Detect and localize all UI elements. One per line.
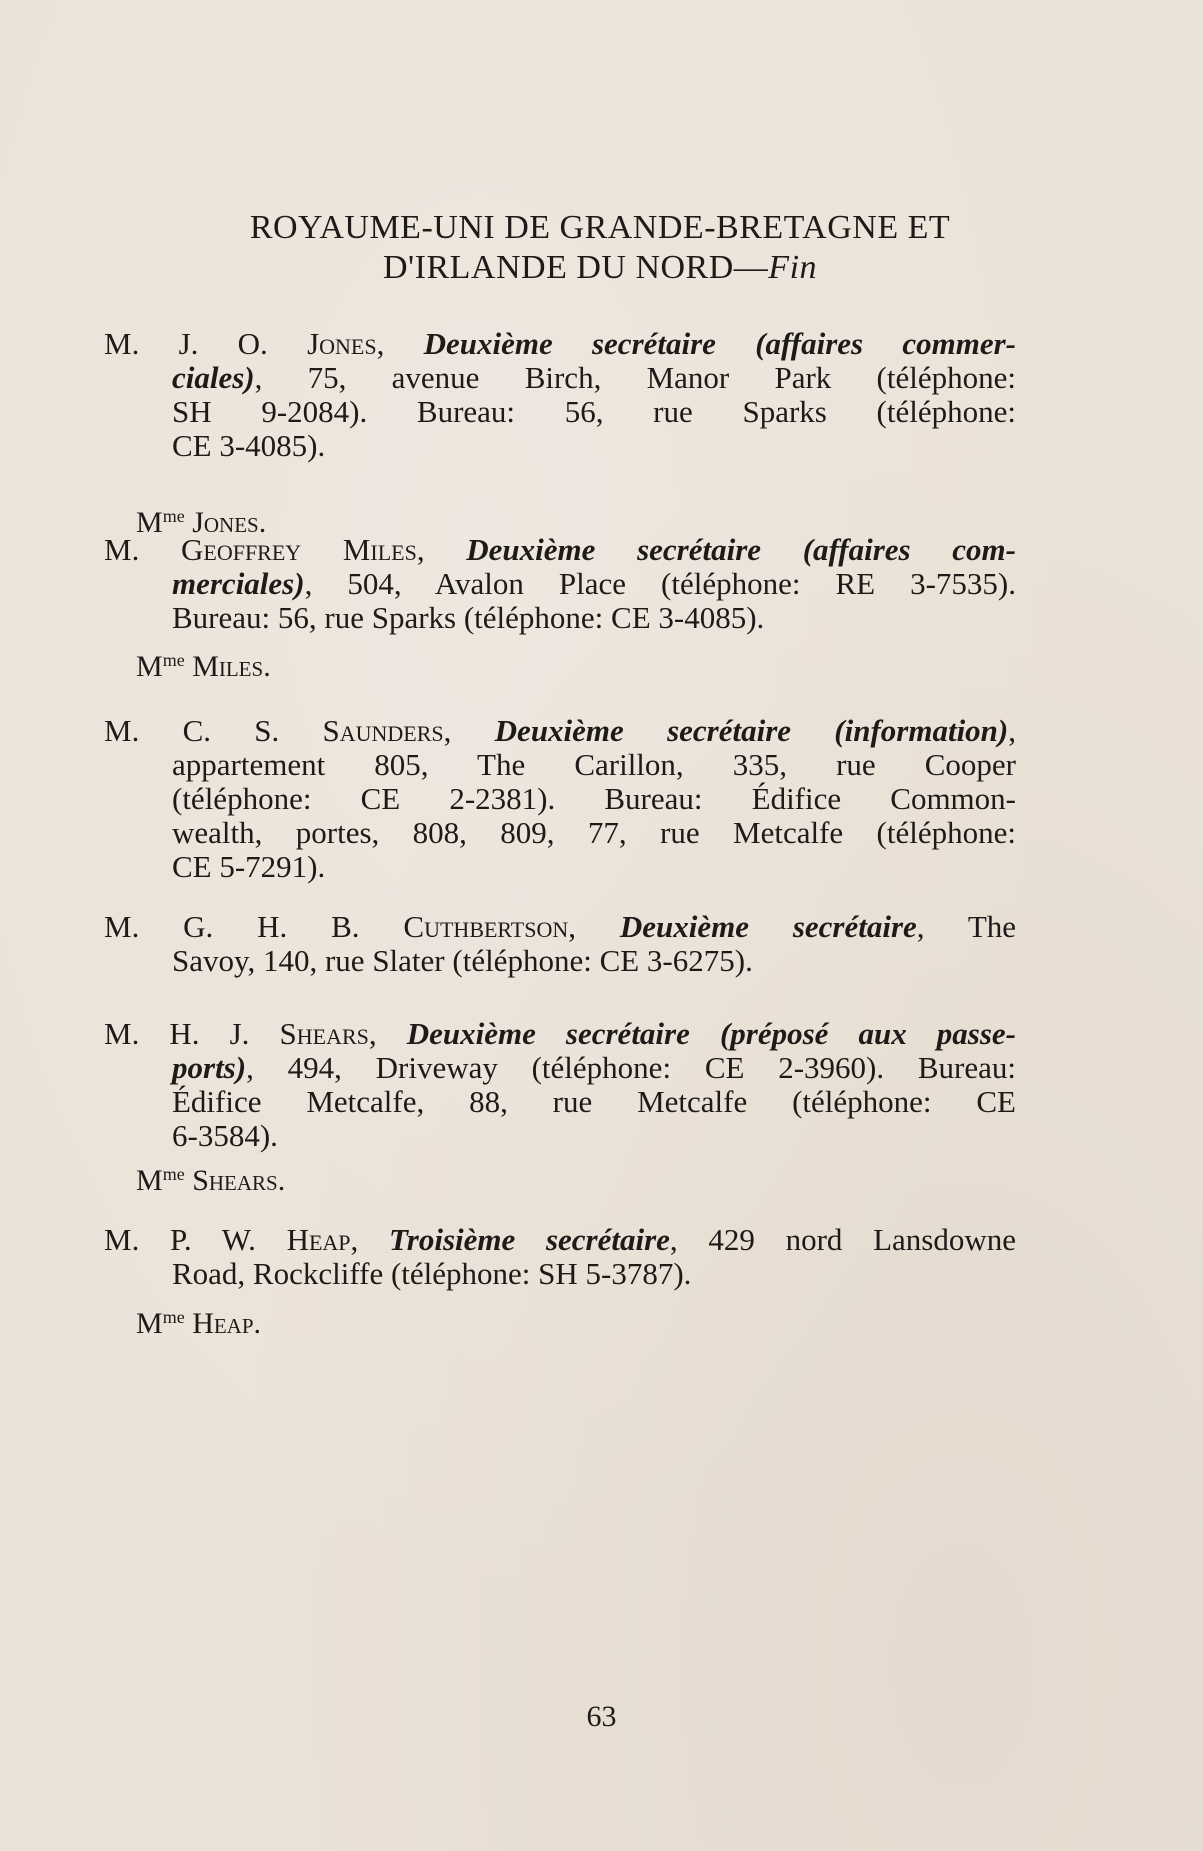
person-name: Saunders: [322, 713, 444, 748]
page-heading-line-2: [100, 248, 1100, 288]
entry-line: M. Geoffrey Miles, Deuxième secrétaire (affaires com-: [104, 532, 1016, 567]
person-name: Cuthbertson: [403, 909, 569, 944]
entry-line: Édifice Metcalfe, 88, rue Metcalfe (téléphone: CE: [172, 1084, 1016, 1119]
entry-line: CE 3-4085).: [172, 428, 326, 463]
spouse-miles: $M^{me}$ Miles.: [136, 650, 271, 683]
person-title: Deuxième secrétaire (affaires com-: [466, 532, 1016, 567]
entry-line: merciales), 504, Avalon Place (téléphone: RE 3-7535).: [172, 566, 1016, 601]
entry-line: M. P. W. Heap, Troisième secrétaire, 429 nord Lansdowne: [104, 1222, 1016, 1257]
entry-heap: [104, 1223, 1016, 1291]
heading-main-text: D'IRLANDE DU NORD—: [382, 249, 769, 286]
entry-miles: [104, 533, 1016, 635]
entry-line: SH 9-2084). Bureau: 56, rue Sparks (téléphone:: [172, 394, 1016, 429]
person-title: Deuxième secrétaire: [619, 909, 917, 944]
person-name: Shears: [279, 1016, 369, 1051]
entry-line: M. J. O. Jones, Deuxième secrétaire (affaires commer-: [104, 326, 1017, 361]
spouse-jones: $M^{me}$ Jones.: [136, 506, 267, 539]
entry-line: Bureau: 56, rue Sparks (téléphone: CE 3-4085).: [172, 600, 765, 635]
entry-cuthbertson: [104, 910, 1016, 978]
person-name: Heap: [286, 1222, 351, 1257]
page-heading-line-1: ROYAUME-UNI DE GRANDE-BRETAGNE ET: [249, 209, 951, 246]
entry-jones: [104, 327, 1016, 463]
person-name: Geoffrey Miles: [181, 532, 417, 567]
entry-line: appartement 805, The Carillon, 335, rue Cooper: [172, 747, 1016, 782]
spouse-heap: $M^{me}$ Heap.: [136, 1307, 262, 1340]
entry-line: M. C. S. Saunders, Deuxième secrétaire (information),: [104, 713, 1016, 748]
person-name: Jones: [307, 326, 377, 361]
page-number: 63: [586, 1700, 617, 1733]
entry-line: CE 5-7291).: [172, 849, 326, 884]
entry-line: ciales), 75, avenue Birch, Manor Park (téléphone:: [172, 360, 1016, 395]
spouse-shears: $M^{me}$ Shears.: [136, 1164, 286, 1197]
entry-line: Road, Rockcliffe (téléphone: SH 5-3787).: [172, 1256, 692, 1291]
person-title: Deuxième secrétaire (information): [494, 713, 1009, 748]
entry-saunders: [104, 714, 1016, 884]
entry-shears: [104, 1017, 1016, 1153]
entry-line: 6-3584).: [172, 1118, 278, 1153]
entry-line: M. H. J. Shears, Deuxième secrétaire (préposé aux passe-: [104, 1016, 1017, 1051]
entry-line: M. G. H. B. Cuthbertson, Deuxième secrétaire, The: [104, 909, 1017, 944]
person-title: Deuxième secrétaire (affaires commer-: [423, 326, 1017, 361]
person-title: Deuxième secrétaire (préposé aux passe-: [406, 1016, 1017, 1051]
entry-line: wealth, portes, 808, 809, 77, rue Metcalfe (téléphone:: [172, 815, 1016, 850]
entry-line: (téléphone: CE 2-2381). Bureau: Édifice Common-: [172, 781, 1016, 816]
entry-line: Savoy, 140, rue Slater (téléphone: CE 3-6275).: [172, 943, 753, 978]
heading-italic-text: Fin: [768, 249, 818, 286]
entry-line: ports), 494, Driveway (téléphone: CE 2-3960). Bureau:: [172, 1050, 1016, 1085]
person-title: Troisième secrétaire: [388, 1222, 670, 1257]
